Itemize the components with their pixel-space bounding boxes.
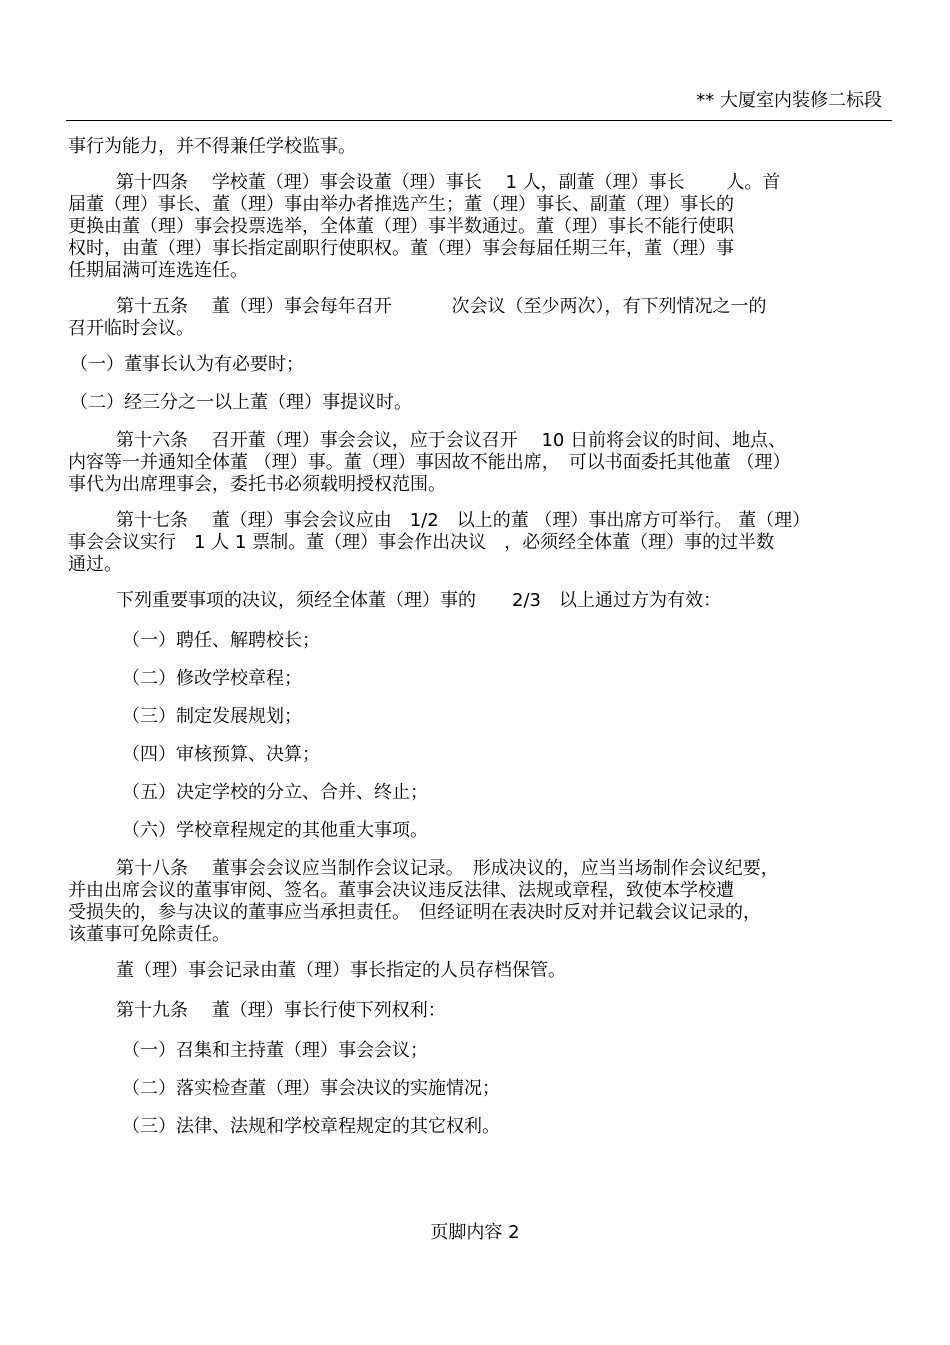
paragraph-article-19 [68,1000,890,1022]
text-line: 该董事可免除责任。 [68,924,230,945]
page-header-title: ** 大厦室内装修二标段 [696,90,882,111]
text-line: 事会会议实行 1 人 1 票制。董（理）事会作出决议 ，必须经全体董（理）事的过半数 [68,532,775,553]
text-line: 第十六条 召开董（理）事会会议，应于会议召开 10 日前将会议的时间、地点、 [116,430,787,451]
list-item: （四）审核预算、决算； [122,744,320,765]
header-divider [66,120,892,121]
text-line: 届董（理）事长、董（理）事由举办者推选产生；董（理）事长、副董（理）事长的 [68,194,734,215]
paragraph-records [68,960,890,982]
paragraph-article-16 [68,430,890,496]
list-item: （一）召集和主持董（理）事会会议； [122,1040,428,1061]
list-item: （六）学校章程规定的其他重大事项。 [122,820,428,841]
text-line: 第十八条 董事会会议应当制作会议记录。 形成决议的，应当当场制作会议纪要， [116,858,779,879]
text-line: 通过。 [68,554,122,575]
text-line: 第十四条 学校董（理）事会设董（理）事长 1 人，副董（理）事长 人。首 [116,172,781,193]
text-line: 召开临时会议。 [68,318,194,339]
list-item: （五）决定学校的分立、合并、终止； [122,782,428,803]
text-line: 权时，由董（理）事长指定副职行使职权。董（理）事会每届任期三年，董（理）事 [68,238,734,259]
paragraph-major-matters [68,590,890,612]
paragraph-article-15 [68,296,890,340]
text-line: 事行为能力，并不得兼任学校监事。 [68,136,356,157]
text-line: 更换由董（理）事会投票选举，全体董（理）事半数通过。董（理）事长不能行使职 [68,216,734,237]
text-line: 受损失的，参与决议的董事应当承担责任。 但经证明在表决时反对并记载会议记录的， [68,902,761,923]
list-item: （三）制定发展规划； [122,706,302,727]
paragraph-article-18 [68,858,890,946]
text-line: 下列重要事项的决议，须经全体董（理）事的 2/3 以上通过方为有效： [116,590,721,611]
paragraph-continuation [68,136,890,158]
list-item: （二）修改学校章程； [122,668,302,689]
text-line: 任期届满可连选连任。 [68,260,248,281]
text-line: 董（理）事会记录由董（理）事长指定的人员存档保管。 [116,960,566,981]
text-line: 并由出席会议的董事审阅、签名。董事会决议违反法律、法规或章程，致使本学校遭 [68,880,734,901]
page-footer: 页脚内容 2 [430,1222,520,1243]
paragraph-article-14 [68,172,890,282]
text-line: 第十七条 董（理）事会会议应由 1/2 以上的董 （理）事出席方可举行。 董（理） [116,510,811,531]
text-line: 内容等一并通知全体董 （理）事。董（理）事因故不能出席， 可以书面委托其他董 （理） [68,452,791,473]
text-line: 第十九条 董（理）事长行使下列权利： [116,1000,446,1021]
text-line: 第十五条 董（理）事会每年召开 次会议（至少两次），有下列情况之一的 [116,296,767,317]
document-body [68,136,890,1154]
list-item: （一）董事长认为有必要时； [70,354,304,375]
text-line: 事代为出席理事会，委托书必须载明授权范围。 [68,474,446,495]
list-item: （二）落实检查董（理）事会决议的实施情况； [122,1078,500,1099]
list-item: （三）法律、法规和学校章程规定的其它权利。 [122,1116,500,1137]
list-item: （二）经三分之一以上董（理）事提议时。 [70,392,412,413]
paragraph-article-17 [68,510,890,576]
list-item: （一）聘任、解聘校长； [122,630,320,651]
